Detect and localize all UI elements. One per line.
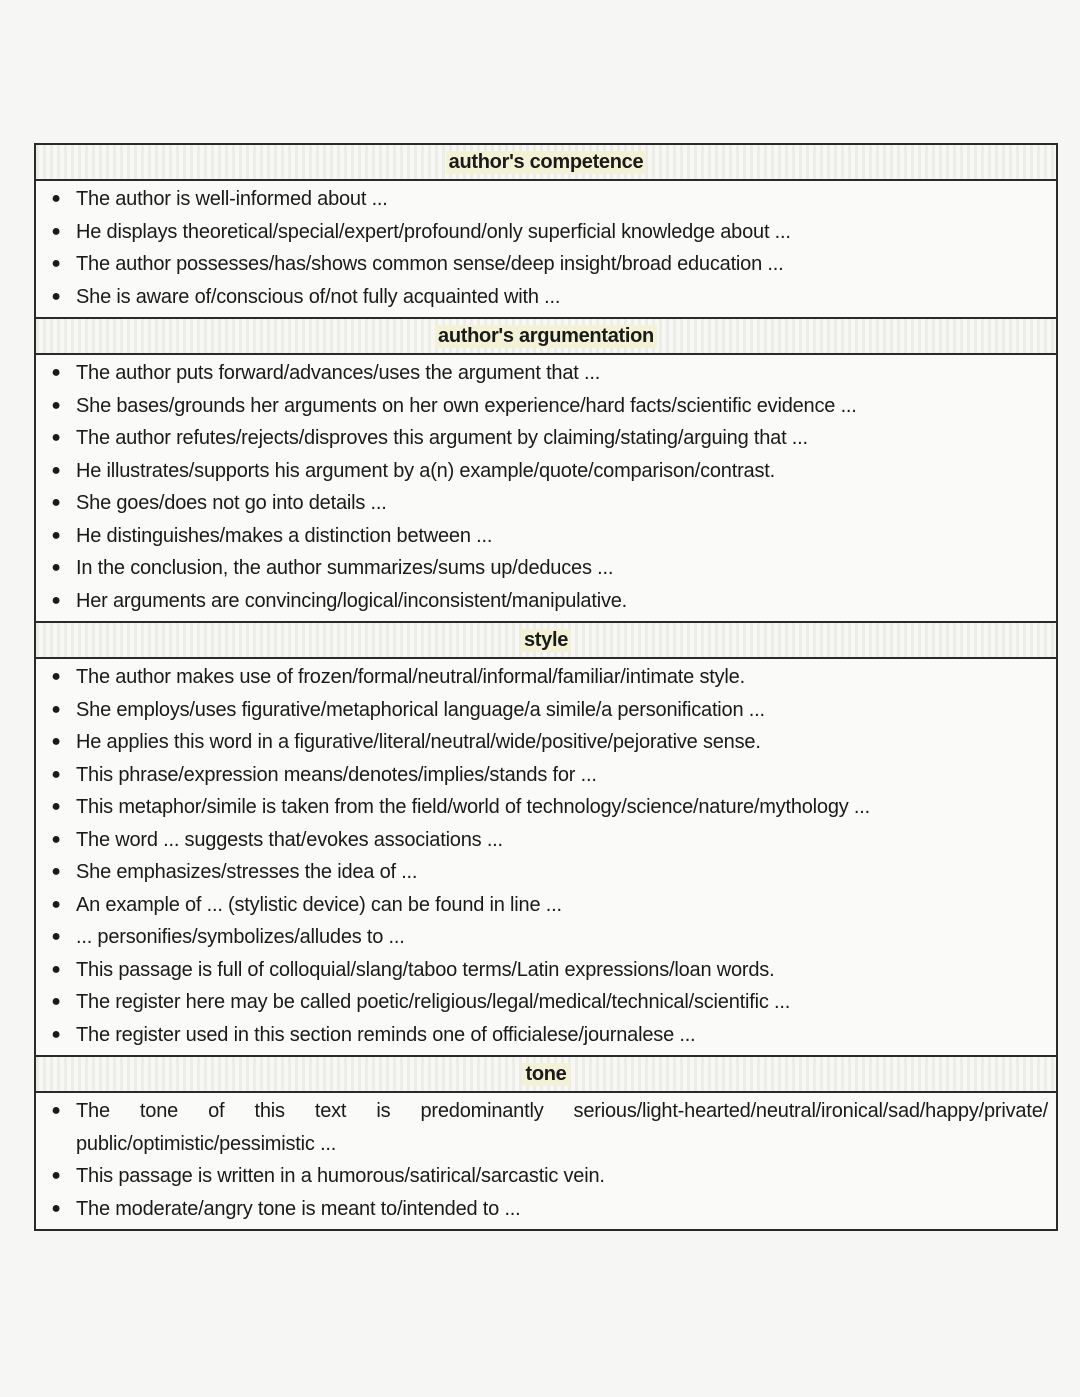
bullet-icon: ● bbox=[51, 863, 61, 880]
list-item-text: He displays theoretical/special/expert/profound/only superficial knowledge about ... bbox=[76, 220, 791, 243]
list-item-text: This metaphor/simile is taken from the field/world of technology/science/nature/mythology ... bbox=[76, 796, 870, 818]
section-title: tone bbox=[522, 1063, 569, 1086]
list-item-text: The moderate/angry tone is meant to/intended to ... bbox=[76, 1197, 521, 1220]
list-item-text: The register used in this section reminds one of officialese/journalese ... bbox=[76, 1023, 696, 1046]
list-item-text: Her arguments are convincing/logical/inconsistent/manipulative. bbox=[76, 589, 628, 612]
bullet-icon: ● bbox=[51, 222, 61, 240]
bullet-icon: ● bbox=[51, 1167, 61, 1184]
list-item bbox=[36, 455, 1056, 488]
bullet-icon: ● bbox=[51, 1025, 61, 1043]
bullet-icon: ● bbox=[51, 255, 61, 272]
bullet-icon: ● bbox=[51, 1102, 61, 1119]
list-item bbox=[36, 248, 1056, 281]
list-item-text: He illustrates/supports his argument by a(n) example/quote/comparison/contrast. bbox=[76, 459, 775, 482]
bullet-icon: ● bbox=[51, 765, 61, 783]
list-item-text: This passage is written in a humorous/satirical/sarcastic vein. bbox=[76, 1165, 605, 1187]
list-item bbox=[36, 986, 1056, 1019]
bullet-icon: ● bbox=[51, 895, 61, 913]
list-item-text: She goes/does not go into details ... bbox=[76, 492, 387, 514]
bullet-icon: ● bbox=[51, 190, 61, 207]
bullet-icon: ● bbox=[51, 798, 61, 815]
bullet-icon: ● bbox=[51, 928, 61, 945]
bullet-icon: ● bbox=[51, 830, 61, 848]
list-item-text: She bases/grounds her arguments on her own experience/hard facts/scientific evidence ... bbox=[76, 394, 857, 417]
list-item bbox=[36, 422, 1056, 455]
list-item-text: The author is well-informed about ... bbox=[76, 188, 388, 210]
section-body bbox=[36, 181, 1056, 319]
list-item-text: She employs/uses figurative/metaphorical language/a simile/a personification ... bbox=[76, 698, 765, 721]
section-header bbox=[36, 145, 1056, 181]
list-item bbox=[36, 954, 1056, 987]
bullet-icon: ● bbox=[51, 559, 61, 576]
list-item bbox=[36, 726, 1056, 759]
list-item bbox=[36, 281, 1056, 314]
list-item-text: She emphasizes/stresses the idea of ... bbox=[76, 861, 418, 883]
list-item-text: This passage is full of colloquial/slang/taboo terms/Latin expressions/loan words. bbox=[76, 958, 775, 981]
list-item bbox=[36, 585, 1056, 618]
list-item bbox=[36, 552, 1056, 585]
list-item bbox=[36, 1095, 1056, 1160]
list-item-text: The register here may be called poetic/religious/legal/medical/technical/scientific ... bbox=[76, 991, 791, 1013]
list-item bbox=[36, 661, 1056, 694]
list-item-text: He applies this word in a figurative/literal/neutral/wide/positive/pejorative sense. bbox=[76, 731, 761, 753]
section-header bbox=[36, 1057, 1056, 1093]
section-body bbox=[36, 1093, 1056, 1229]
bullet-icon: ● bbox=[51, 429, 61, 446]
list-item bbox=[36, 791, 1056, 824]
phrase-table bbox=[34, 143, 1058, 1231]
list-item bbox=[36, 520, 1056, 553]
list-item-text: The word ... suggests that/evokes associations ... bbox=[76, 828, 503, 851]
list-item-text: This phrase/expression means/denotes/implies/stands for ... bbox=[76, 763, 597, 786]
list-item bbox=[36, 390, 1056, 423]
list-item bbox=[36, 824, 1056, 857]
list-item-text: ... personifies/symbolizes/alludes to ... bbox=[76, 926, 405, 948]
section-title: author's argumentation bbox=[435, 325, 657, 348]
bullet-icon: ● bbox=[51, 526, 61, 544]
bullet-icon: ● bbox=[51, 287, 61, 305]
list-item bbox=[36, 759, 1056, 792]
bullet-icon: ● bbox=[51, 494, 61, 511]
bullet-icon: ● bbox=[51, 364, 61, 381]
list-item-text: The author puts forward/advances/uses the argument that ... bbox=[76, 362, 601, 384]
list-item-text: She is aware of/conscious of/not fully acquainted with ... bbox=[76, 285, 561, 308]
list-item bbox=[36, 1160, 1056, 1193]
list-item bbox=[36, 856, 1056, 889]
list-item bbox=[36, 921, 1056, 954]
list-item bbox=[36, 1193, 1056, 1226]
list-item-text: The author makes use of frozen/formal/neutral/informal/familiar/intimate style. bbox=[76, 666, 745, 688]
list-item-text: The author refutes/rejects/disproves this argument by claiming/stating/arguing that ... bbox=[76, 427, 808, 449]
section-title: author's competence bbox=[446, 151, 647, 174]
bullet-icon: ● bbox=[51, 733, 61, 750]
section-header bbox=[36, 319, 1056, 355]
list-item bbox=[36, 216, 1056, 249]
list-item bbox=[36, 694, 1056, 727]
list-item bbox=[36, 1019, 1056, 1052]
bullet-icon: ● bbox=[51, 1199, 61, 1217]
bullet-icon: ● bbox=[51, 993, 61, 1010]
list-item-text: He distinguishes/makes a distinction between ... bbox=[76, 524, 493, 547]
section-title: style bbox=[521, 629, 571, 652]
list-item-text: In the conclusion, the author summarizes/sums up/deduces ... bbox=[76, 557, 614, 579]
list-item bbox=[36, 183, 1056, 216]
list-item-text: The author possesses/has/shows common sense/deep insight/broad education ... bbox=[76, 253, 784, 275]
bullet-icon: ● bbox=[51, 461, 61, 479]
list-item bbox=[36, 889, 1056, 922]
section-body bbox=[36, 659, 1056, 1057]
bullet-icon: ● bbox=[51, 700, 61, 718]
list-item-text: The tone of this text is predominantly serious/light-hearted/neutral/ironical/sad/happy/private/ public/optimistic/pessimistic ... bbox=[76, 1100, 1048, 1155]
bullet-icon: ● bbox=[51, 591, 61, 609]
list-item bbox=[36, 487, 1056, 520]
list-item bbox=[36, 357, 1056, 390]
section-header bbox=[36, 623, 1056, 659]
bullet-icon: ● bbox=[51, 396, 61, 414]
section-body bbox=[36, 355, 1056, 623]
bullet-icon: ● bbox=[51, 960, 61, 978]
list-item-text: An example of ... (stylistic device) can be found in line ... bbox=[76, 893, 562, 916]
bullet-icon: ● bbox=[51, 668, 61, 685]
